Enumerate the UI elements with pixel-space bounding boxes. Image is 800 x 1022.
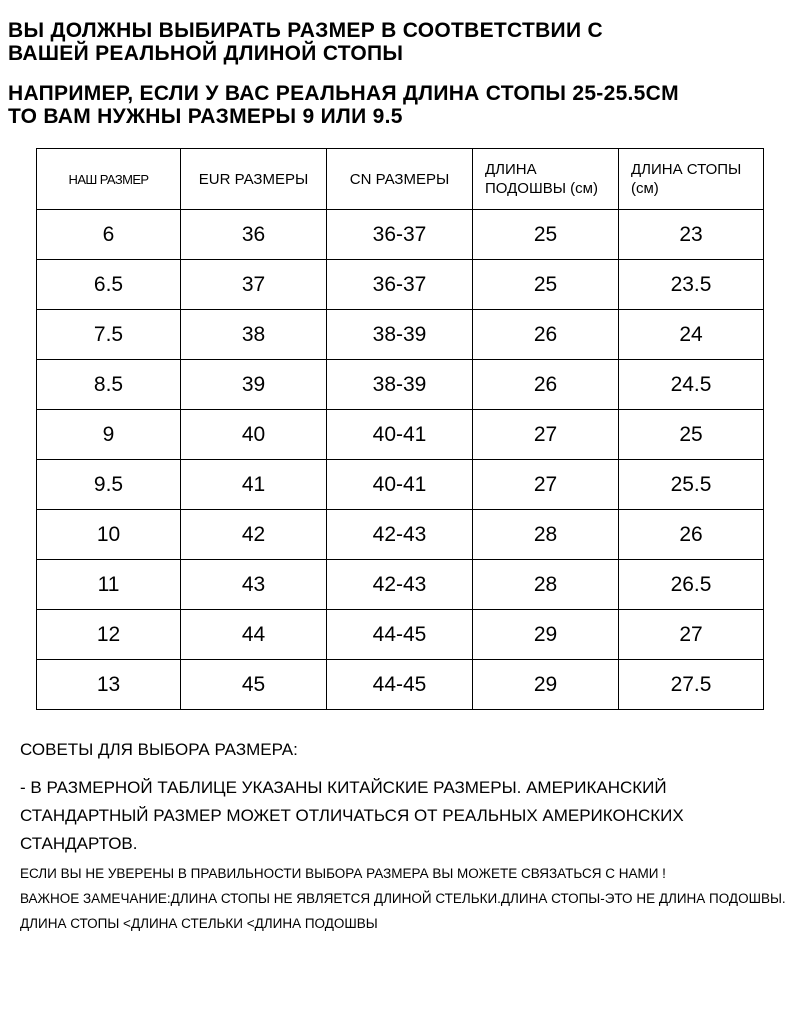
cell-cn-size: 44-45	[327, 610, 473, 660]
cell-foot-length: 23	[619, 210, 764, 260]
cell-our-size: 6.5	[37, 260, 181, 310]
cell-sole-length: 27	[473, 460, 619, 510]
cell-cn-size: 38-39	[327, 310, 473, 360]
cell-sole-length: 25	[473, 260, 619, 310]
cell-foot-length: 23.5	[619, 260, 764, 310]
cell-eur-size: 40	[181, 410, 327, 460]
cell-our-size: 12	[37, 610, 181, 660]
heading-line-1: ВЫ ДОЛЖНЫ ВЫБИРАТЬ РАЗМЕР В СООТВЕТСТВИИ С	[8, 19, 603, 42]
cell-sole-length: 26	[473, 360, 619, 410]
cell-sole-length: 28	[473, 560, 619, 610]
cell-eur-size: 43	[181, 560, 327, 610]
tips-length-order: ДЛИНА СТОПЫ <ДЛИНА СТЕЛЬКИ <ДЛИНА ПОДОШВЫ	[20, 916, 378, 931]
heading-line-4: ТО ВАМ НУЖНЫ РАЗМЕРЫ 9 ИЛИ 9.5	[8, 105, 403, 128]
cell-eur-size: 42	[181, 510, 327, 560]
cell-eur-size: 44	[181, 610, 327, 660]
cell-sole-length: 29	[473, 660, 619, 710]
header-eur-size: EUR РАЗМЕРЫ	[181, 149, 327, 210]
size-chart-table	[36, 148, 764, 710]
table-body	[37, 210, 764, 710]
table-row	[37, 210, 764, 260]
cell-eur-size: 39	[181, 360, 327, 410]
header-cn-size: CN РАЗМЕРЫ	[327, 149, 473, 210]
table-row	[37, 610, 764, 660]
cell-our-size: 11	[37, 560, 181, 610]
tips-contact: ЕСЛИ ВЫ НЕ УВЕРЕНЫ В ПРАВИЛЬНОСТИ ВЫБОРА РАЗМЕРА ВЫ МОЖЕТЕ СВЯЗАТЬСЯ С НАМИ !	[20, 866, 666, 881]
cell-foot-length: 27	[619, 610, 764, 660]
cell-cn-size: 44-45	[327, 660, 473, 710]
cell-our-size: 6	[37, 210, 181, 260]
header-foot-length: ДЛИНА СТОПЫ (см)	[619, 149, 764, 210]
cell-our-size: 8.5	[37, 360, 181, 410]
tips-important: ВАЖНОЕ ЗАМЕЧАНИЕ:ДЛИНА СТОПЫ НЕ ЯВЛЯЕТСЯ ДЛИНОЙ СТЕЛЬКИ.ДЛИНА СТОПЫ-ЭТО НЕ ДЛИНА ПОДОШВЫ.	[20, 891, 786, 906]
heading-line-2: ВАШЕЙ РЕАЛЬНОЙ ДЛИНОЙ СТОПЫ	[8, 42, 404, 65]
cell-eur-size: 36	[181, 210, 327, 260]
table-row	[37, 560, 764, 610]
cell-eur-size: 45	[181, 660, 327, 710]
cell-our-size: 13	[37, 660, 181, 710]
cell-cn-size: 36-37	[327, 260, 473, 310]
table-row	[37, 410, 764, 460]
cell-foot-length: 25.5	[619, 460, 764, 510]
cell-our-size: 10	[37, 510, 181, 560]
cell-cn-size: 38-39	[327, 360, 473, 410]
cell-cn-size: 40-41	[327, 410, 473, 460]
size-instruction-heading	[8, 19, 603, 65]
heading-line-3: НАПРИМЕР, ЕСЛИ У ВАС РЕАЛЬНАЯ ДЛИНА СТОПЫ 25-25.5CM	[8, 82, 679, 105]
tips-note: - В РАЗМЕРНОЙ ТАБЛИЦЕ УКАЗАНЫ КИТАЙСКИЕ РАЗМЕРЫ. АМЕРИКАНСКИЙ СТАНДАРТНЫЙ РАЗМЕР МОЖЕТ ОТЛИЧАТЬСЯ ОТ РЕАЛЬНЫХ АМЕРИКОНСКИХ СТАНДАРТОВ.	[20, 778, 684, 853]
table-row	[37, 460, 764, 510]
cell-cn-size: 40-41	[327, 460, 473, 510]
cell-sole-length: 26	[473, 310, 619, 360]
cell-sole-length: 29	[473, 610, 619, 660]
tips-title: СОВЕТЫ ДЛЯ ВЫБОРА РАЗМЕРА:	[20, 740, 298, 759]
cell-our-size: 9.5	[37, 460, 181, 510]
cell-foot-length: 27.5	[619, 660, 764, 710]
cell-sole-length: 28	[473, 510, 619, 560]
cell-our-size: 7.5	[37, 310, 181, 360]
cell-eur-size: 37	[181, 260, 327, 310]
cell-eur-size: 41	[181, 460, 327, 510]
cell-cn-size: 42-43	[327, 510, 473, 560]
cell-our-size: 9	[37, 410, 181, 460]
cell-foot-length: 24.5	[619, 360, 764, 410]
size-tips-section	[20, 740, 790, 933]
cell-foot-length: 25	[619, 410, 764, 460]
table-row	[37, 260, 764, 310]
table-header-row	[37, 149, 764, 210]
header-our-size: НАШ РАЗМЕР	[37, 149, 181, 210]
cell-foot-length: 26	[619, 510, 764, 560]
table-row	[37, 360, 764, 410]
cell-cn-size: 36-37	[327, 210, 473, 260]
header-sole-length: ДЛИНА ПОДОШВЫ (см)	[473, 149, 619, 210]
cell-foot-length: 26.5	[619, 560, 764, 610]
cell-foot-length: 24	[619, 310, 764, 360]
cell-sole-length: 27	[473, 410, 619, 460]
table-row	[37, 510, 764, 560]
table-row	[37, 310, 764, 360]
size-example-heading	[8, 82, 679, 128]
cell-sole-length: 25	[473, 210, 619, 260]
cell-cn-size: 42-43	[327, 560, 473, 610]
table-row	[37, 660, 764, 710]
cell-eur-size: 38	[181, 310, 327, 360]
